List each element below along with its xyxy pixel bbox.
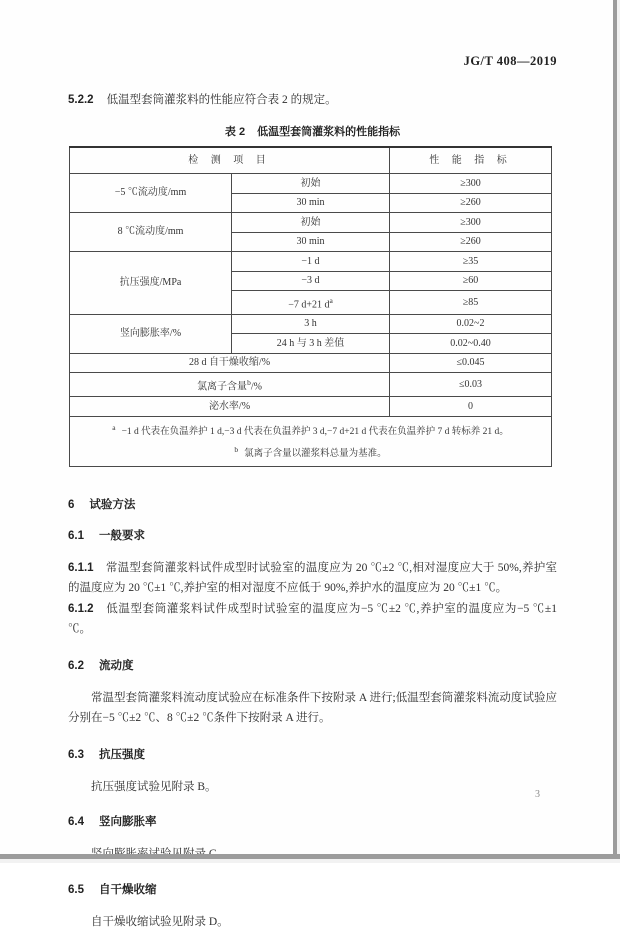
value-cell: ≤0.045 (390, 353, 552, 373)
item-cell: −5 ℃流动度/mm (70, 174, 232, 213)
clause-6-5-text: 自干燥收缩试验见附录 D。 (91, 915, 229, 928)
value-cell: ≤0.03 (390, 373, 552, 397)
value-cell: 0 (390, 397, 552, 417)
item-cell: 泌水率/% (70, 397, 390, 417)
sub-item-cell: −7 d+21 $d^a$ (232, 291, 390, 315)
sub-item-cell: 30 min (232, 193, 390, 213)
table-row (70, 252, 552, 272)
section-6-4-heading: 6.4 竖向膨胀率 (68, 816, 157, 829)
value-cell: ≥60 (390, 271, 552, 291)
table-caption-title: 低温型套筒灌浆料的性能指标 (257, 126, 401, 138)
value-cell: 0.02~2 (390, 314, 552, 334)
item-cell: 抗压强度/MPa (70, 252, 232, 315)
sub-item-cell: 24 h 与 3 h 差值 (232, 334, 390, 354)
table-footnote-row (70, 416, 552, 466)
table-row (70, 174, 552, 194)
clause-6-3-text: 抗压强度试验见附录 B。 (91, 780, 217, 793)
value-cell: ≥260 (390, 232, 552, 252)
sub-item-cell: 初始 (232, 174, 390, 194)
value-cell: ≥300 (390, 213, 552, 233)
sub-item-cell: −3 d (232, 271, 390, 291)
clause-6-1-2: 6.1.2 低温型套筒灌浆料试件成型时试验室的温度应为−5 ℃±2 ℃,养护室的温度应为−5 ℃±1 ℃。 (68, 602, 557, 636)
performance-table (69, 146, 552, 467)
scan-edge-right (613, 0, 617, 863)
value-cell: ≥85 (390, 291, 552, 315)
section-6-1-heading: 6.1 一般要求 (68, 529, 145, 542)
section-6-heading: 6 试验方法 (68, 498, 136, 511)
scan-edge-bottom (0, 854, 620, 859)
footnote-a: $^a$ −1 d 代表在负温养护 1 d,−3 d 代表在负温养护 3 d,−7 d+21 d 代表在负温养护 7 d 转标养 21 d。 (112, 423, 509, 438)
footnote-cell (70, 416, 552, 466)
item-cell: 8 ℃流动度/mm (70, 213, 232, 252)
clause-6-1-1: 6.1.1 常温型套筒灌浆料试件成型时试验室的温度应为 20 ℃±2 ℃,相对湿度应大于 50%,养护室的温度应为 20 ℃±1 ℃,养护室的相对湿度不应低于 90%,养护水的温度应为 20 ℃±1 ℃。 (68, 561, 557, 595)
col-header-spec: 性 能 指 标 (390, 147, 552, 174)
footnote-marker-a-ref: a (329, 295, 333, 305)
clause-number: 5.2.2 (68, 94, 94, 106)
sub-item-cell: 3 h (232, 314, 390, 334)
item-cell: 氯离子含量$^b$/% (70, 373, 390, 397)
page-number: 3 (535, 789, 540, 800)
item-cell: 竖向膨胀率/% (70, 314, 232, 353)
section-6-5-heading: 6.5 自干燥收缩 (68, 883, 157, 896)
item-cell: 28 d 自干燥收缩/% (70, 353, 390, 373)
table-row (70, 213, 552, 233)
clause-text: 低温型套筒灌浆料的性能应符合表 2 的规定。 (106, 94, 337, 106)
value-cell: ≥35 (390, 252, 552, 272)
value-cell: ≥260 (390, 193, 552, 213)
table-row (70, 397, 552, 417)
table-row (70, 314, 552, 334)
value-cell: 0.02~0.40 (390, 334, 552, 354)
section-6-2-heading: 6.2 流动度 (68, 659, 134, 672)
section-6-3-heading: 6.3 抗压强度 (68, 748, 145, 761)
table-caption (68, 123, 557, 139)
scan-edge-bottom-outer (0, 859, 620, 863)
footnote-marker-b-ref: b (247, 377, 251, 387)
sub-item-cell: 初始 (232, 213, 390, 233)
table-caption-label: 表 2 (224, 126, 246, 138)
page-content (68, 54, 557, 948)
sub-item-cell: −1 d (232, 252, 390, 272)
table-row (70, 353, 552, 373)
col-header-item: 检 测 项 目 (70, 147, 390, 174)
table-row (70, 373, 552, 397)
sub-item-cell: 30 min (232, 232, 390, 252)
clause-6-2-text: 常温型套筒灌浆料流动度试验应在标准条件下按附录 A 进行;低温型套筒灌浆料流动度试验应分别在−5 ℃±2 ℃、8 ℃±2 ℃条件下按附录 A 进行。 (68, 691, 557, 725)
footnote-b: $^b$ 氯离子含量以灌浆料总量为基准。 (234, 445, 387, 460)
standard-number: JG/T 408—2019 (463, 54, 557, 68)
clause-5-2-2 (68, 90, 557, 110)
value-cell: ≥300 (390, 174, 552, 194)
table-header-row (70, 147, 552, 174)
